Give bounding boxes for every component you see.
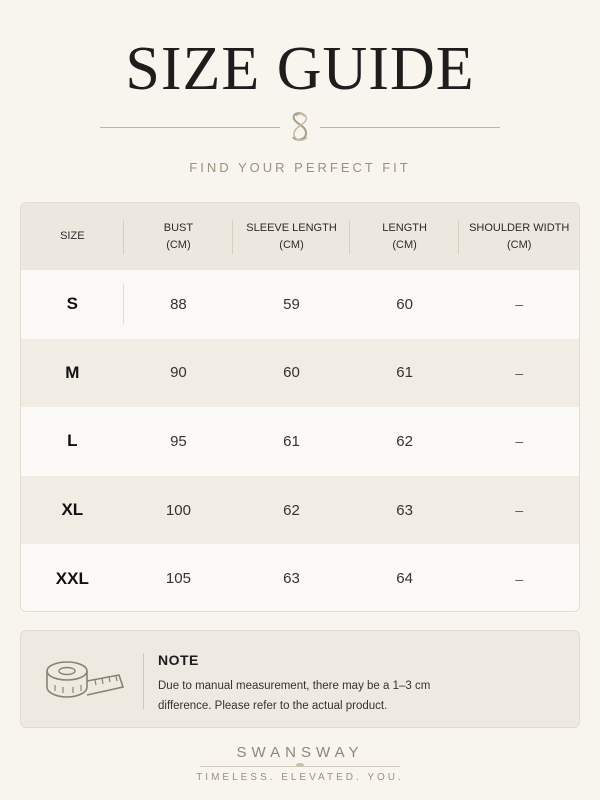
cell-sleeve: 61 xyxy=(283,432,300,450)
cell-shoulder: – xyxy=(515,364,524,381)
page-title: SIZE GUIDE xyxy=(125,35,475,103)
cell-length: 62 xyxy=(396,432,413,450)
column-label: SLEEVE LENGTH xyxy=(246,221,337,234)
cell-bust: 90 xyxy=(170,364,187,382)
column-unit: (CM) xyxy=(392,238,417,251)
note-box xyxy=(20,630,580,728)
table-row xyxy=(21,544,579,612)
cell-length: 64 xyxy=(396,570,413,588)
column-unit: (CM) xyxy=(506,238,532,251)
cell-bust: 88 xyxy=(170,295,187,313)
column-header-bust xyxy=(124,203,234,270)
cell-bust: 105 xyxy=(165,570,191,588)
column-label: SHOULDER WIDTH xyxy=(469,221,570,234)
column-unit: (CM) xyxy=(166,238,191,251)
note-title: NOTE xyxy=(158,652,199,668)
cell-size: L xyxy=(67,431,78,451)
table-row xyxy=(21,476,579,545)
cell-bust: 95 xyxy=(170,432,187,450)
column-unit: (CM) xyxy=(279,238,304,251)
note-divider xyxy=(143,653,144,709)
cell-length: 63 xyxy=(396,501,413,519)
cell-shoulder: – xyxy=(515,502,524,519)
table-header xyxy=(21,203,579,270)
column-header-sleeve-length xyxy=(233,203,350,270)
cell-length: 61 xyxy=(396,364,413,382)
size-table xyxy=(20,202,580,612)
measuring-tape-icon xyxy=(43,657,125,703)
cell-sleeve: 60 xyxy=(283,364,300,382)
cell-shoulder: – xyxy=(515,296,524,313)
note-line: Due to manual measurement, there may be a 1–3 cm xyxy=(158,680,431,692)
cell-size: XXL xyxy=(55,568,89,588)
column-header-shoulder-width xyxy=(459,203,579,270)
note-text xyxy=(158,676,558,716)
table-row xyxy=(21,270,579,339)
cell-length: 60 xyxy=(396,295,413,313)
ornament-line-left xyxy=(100,127,280,128)
page-subtitle: FIND YOUR PERFECT FIT xyxy=(189,160,411,175)
cell-sleeve: 59 xyxy=(283,295,300,313)
monogram-s-icon xyxy=(286,110,314,144)
cell-shoulder: – xyxy=(515,570,524,587)
cell-size: M xyxy=(65,362,80,382)
brand-tagline: TIMELESS. ELEVATED. YOU. xyxy=(196,772,404,783)
column-label: SIZE xyxy=(60,230,85,242)
cell-sleeve: 63 xyxy=(283,570,300,588)
table-row xyxy=(21,339,579,408)
column-label: BUST xyxy=(163,221,194,234)
column-label: LENGTH xyxy=(382,221,427,234)
cell-bust: 100 xyxy=(165,501,191,519)
table-row xyxy=(21,407,579,476)
brand-ornament xyxy=(296,763,304,767)
brand-name: SWANSWAY xyxy=(236,744,364,761)
note-line: difference. Please refer to the actual product. xyxy=(158,700,388,712)
cell-size: S xyxy=(21,270,124,339)
cell-shoulder: – xyxy=(515,433,524,450)
cell-size: XL xyxy=(61,500,84,520)
column-header-length xyxy=(350,203,460,270)
ornament-line-right xyxy=(320,127,500,128)
cell-sleeve: 62 xyxy=(283,501,300,519)
column-header-size xyxy=(21,203,124,270)
title-ornament xyxy=(100,110,500,144)
